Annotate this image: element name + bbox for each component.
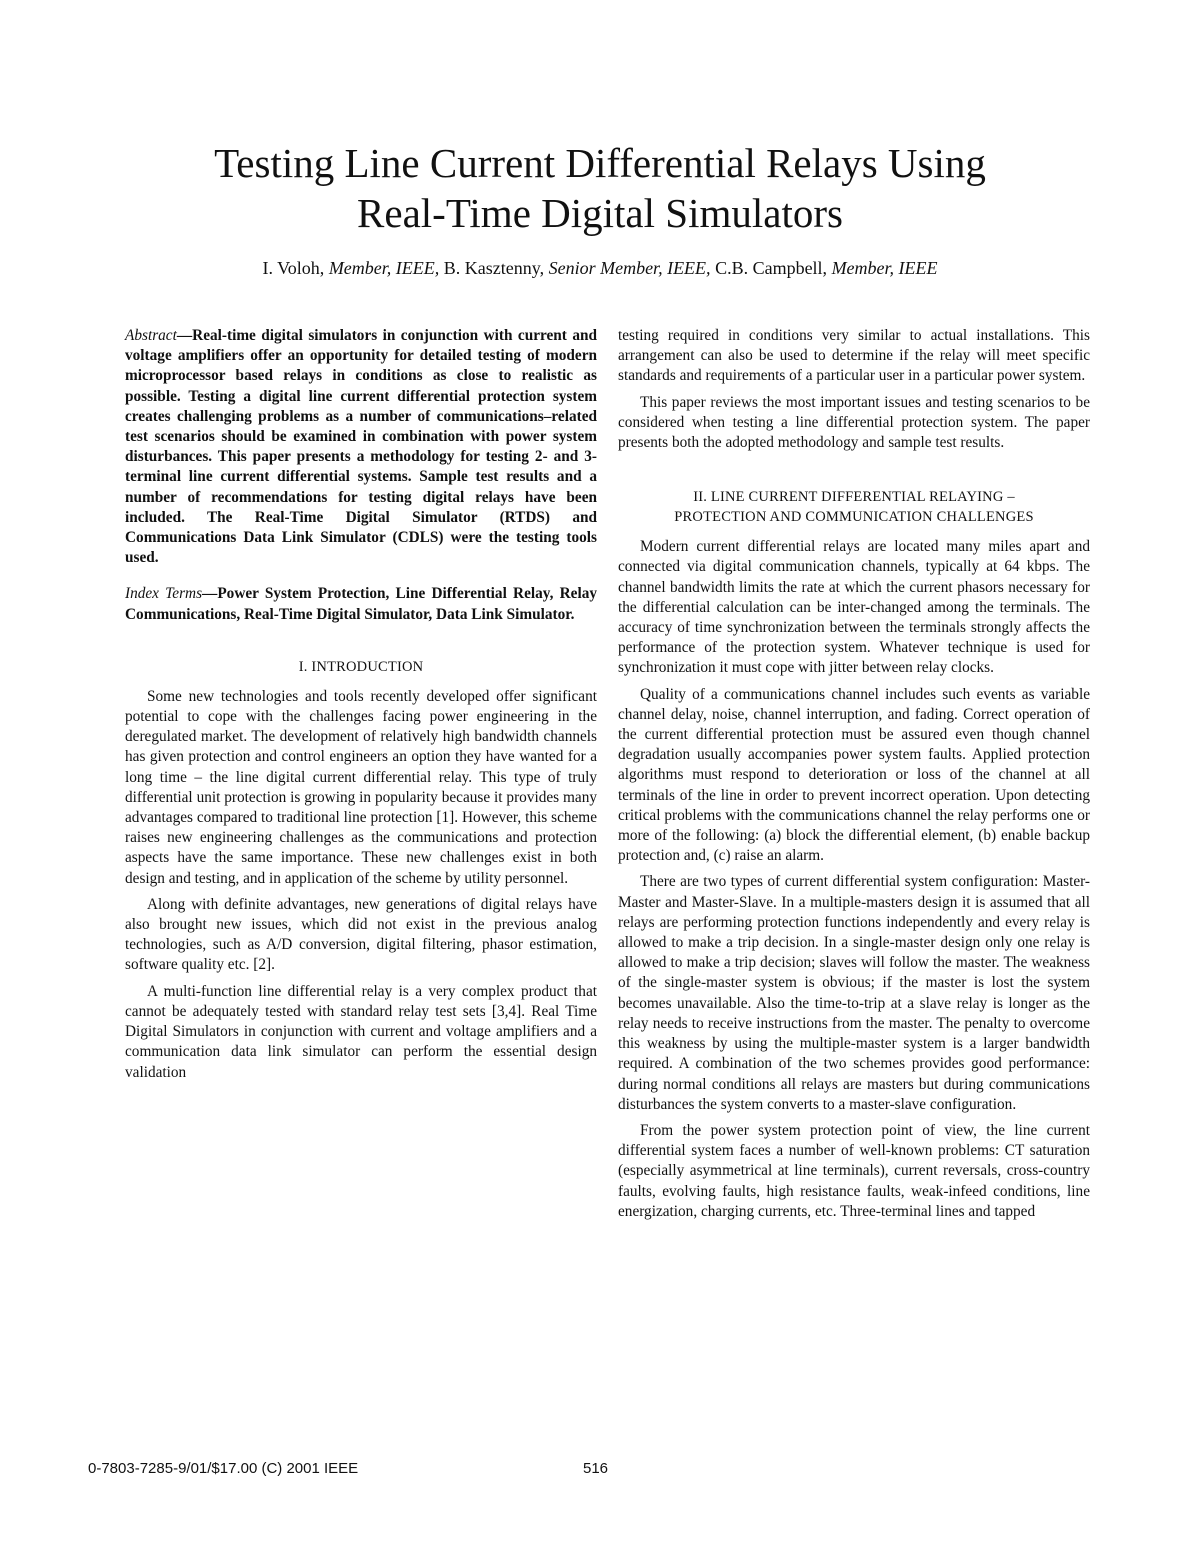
section-heading-challenges-line-2: PROTECTION AND COMMUNICATION CHALLENGES <box>674 509 1034 526</box>
intro-paragraph-4: This paper reviews the most important issues and testing scenarios to be considered when testing a line differential protection system. The paper presents both the adopted methodology and sample test results. <box>618 393 1090 452</box>
left-column <box>125 326 597 1089</box>
author-list <box>100 256 1100 280</box>
author-2-name: B. Kasztenny, <box>443 258 545 278</box>
author-1-name: I. Voloh, <box>262 258 325 278</box>
author-3-role: Member, IEEE <box>831 258 938 278</box>
challenges-paragraph-1: Modern current differential relays are located many miles apart and connected via digital communication channels, typically at 64 kbps. The channel bandwidth limits the rate at which the current phasors necessary for the differential calculation can be inter-changed among the terminals. The accuracy of time synchronization between the terminals strongly affects the performance of the protection system. Whatever technique is used for synchronization it must cope with jitter between relay clocks. <box>618 538 1090 677</box>
page-number: 516 <box>583 1460 609 1477</box>
section-heading-introduction: I. INTRODUCTION <box>298 658 424 675</box>
paper-title-line-2: Real-Time Digital Simulators <box>357 190 843 236</box>
paper-title <box>100 138 1100 238</box>
challenges-paragraph-2: Quality of a communications channel includes such events as variable channel delay, noise, channel interruption, and fading. Correct operation of the current differential protection must be assured even though channel degradation usually accompanies power system faults. Applied protection algorithms must respond to deterioration or loss of the channel at all terminals of the line in order to prevent incorrect operation. Upon detecting critical problems with the communications channel the relay performs one or more of the following: (a) block the differential element, (b) enable backup protection and, (c) raise an alarm. <box>618 685 1090 865</box>
intro-paragraph-2: Along with definite advantages, new generations of digital relays have also brought new issues, which did not exist in the previous analog technologies, such as A/D conversion, digital filtering, phasor estimation, software quality etc. [2]. <box>125 895 597 974</box>
intro-continuation: testing required in conditions very similar to actual installations. This arrangement can also be used to determine if the relay will meet specific standards and requirements of a particular user in a particular power system. <box>618 327 1090 385</box>
abstract-label: Abstract <box>125 327 177 344</box>
abstract <box>125 326 597 568</box>
index-terms-label: Index Terms <box>125 585 203 603</box>
challenges-paragraph-3: There are two types of current differential system configuration: Master-Master and Master-Slave. In a multiple-masters design it is assumed that all relays are performing protection functions independently and every relay is allowed to make a trip decision. In a single-master design only one relay is allowed to make a trip decision; slaves will follow the master. The weakness of the single-master system is obvious; if the master is lost the system becomes unavailable. Also the time-to-trip at a slave relay is longer as the relay needs to receive instructions from the master. The penalty to overcome this weakness by using the multiple-master system is a larger bandwidth required. A combination of the two schemes provides good performance: during normal conditions all relays are masters but during communications disturbances the system converts to a master-slave configuration. <box>618 873 1090 1113</box>
index-terms-text: —Power System Protection, Line Differential Relay, Relay Communications, Real-Time Digital Simulator, Data Link Simulator. <box>125 585 597 623</box>
author-3-name: C.B. Campbell, <box>715 258 828 278</box>
copyright-footer: 0-7803-7285-9/01/$17.00 (C) 2001 IEEE <box>88 1460 359 1477</box>
intro-paragraph-1: Some new technologies and tools recently developed offer significant potential to cope with the challenges facing power engineering in the deregulated market. The development of relatively high bandwidth channels has given protection and control engineers an option they have wanted for a long time – the line digital current differential relay. This type of truly differential unit protection is growing in popularity because it provides many advantages compared to traditional line protection [1]. However, this scheme raises new engineering challenges as the communications and protection aspects have the same importance. These new challenges exist in both design and testing, and in application of the scheme by utility personnel. <box>125 687 597 887</box>
index-terms <box>125 584 597 624</box>
intro-paragraph-3: A multi-function line differential relay is a very complex product that cannot be adequately tested with standard relay test sets [3,4]. Real Time Digital Simulators in conjunction with current and voltage amplifiers and a communication data link simulator can perform the essential design validation <box>125 982 597 1081</box>
section-heading-challenges-line-1: II. LINE CURRENT DIFFERENTIAL RELAYING – <box>693 489 1015 506</box>
right-column <box>618 326 1090 1228</box>
author-1-role: Member, IEEE, <box>328 258 440 278</box>
author-2-role: Senior Member, IEEE, <box>548 258 711 278</box>
abstract-text: —Real-time digital simulators in conjunction with current and voltage amplifiers offer an opportunity for detailed testing of modern microprocessor based relays in conditions as close to realistic as possible. Testing a digital line current differential protection system creates challenging problems as a number of communications–related test scenarios should be examined in combination with power system disturbances. This paper presents a methodology for testing 2- and 3-terminal line current differential systems. Sample test results and a number of recommendations for testing digital relays have been included. The Real-Time Digital Simulator (RTDS) and Communications Data Link Simulator (CDLS) were the testing tools used. <box>125 327 597 567</box>
challenges-paragraph-4: From the power system protection point of view, the line current differential system faces a number of well-known problems: CT saturation (especially asymmetrical at line terminals), current reversals, cross-country faults, evolving faults, high resistance faults, weak-infeed conditions, line energization, charging currents, etc. Three-terminal lines and tapped <box>618 1121 1090 1220</box>
section-heading-challenges <box>618 487 1090 527</box>
paper-title-line-1: Testing Line Current Differential Relays Using <box>214 140 986 186</box>
